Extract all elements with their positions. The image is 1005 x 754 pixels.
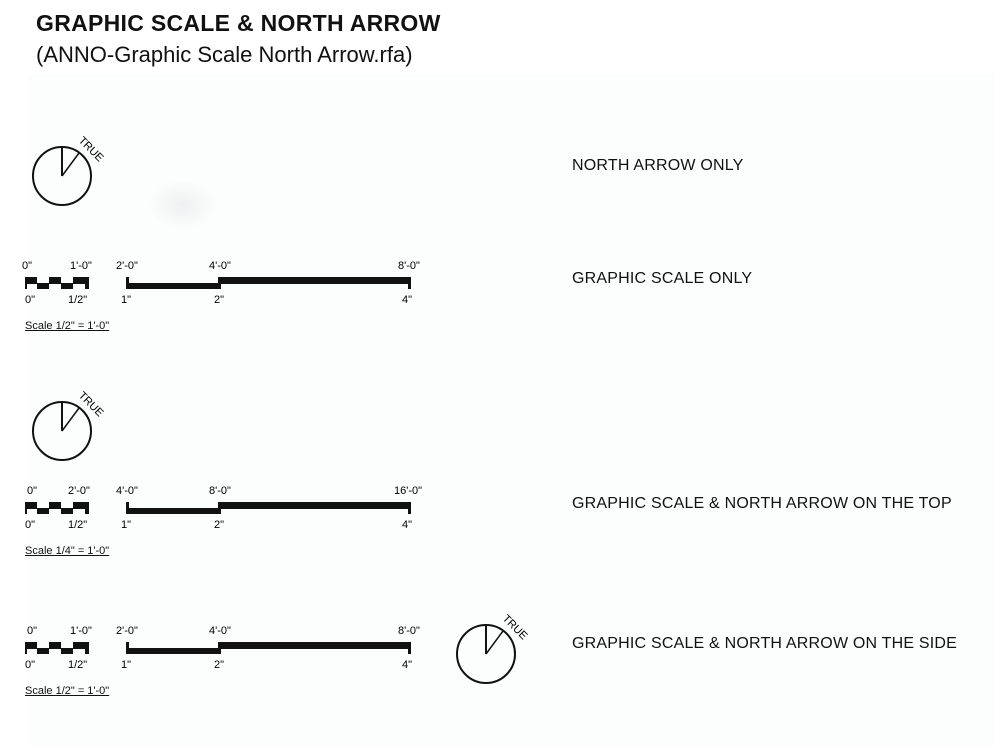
north-arrow-label: TRUE — [499, 612, 530, 643]
scale-top-label: 8'-0" — [209, 485, 231, 497]
graphic-scale-3 — [22, 620, 442, 680]
panel-label-scale-north-side: GRAPHIC SCALE & NORTH ARROW ON THE SIDE — [572, 635, 958, 652]
north-arrow-label: TRUE — [75, 389, 106, 420]
scale-top-label: 0" — [22, 260, 33, 272]
page-title: GRAPHIC SCALE & NORTH ARROW — [36, 10, 441, 36]
scale-top-label: 4'-0" — [209, 625, 231, 637]
scale-top-label: 1'-0" — [70, 625, 92, 637]
north-arrow-3 — [451, 609, 541, 699]
scale-bottom-label: 4" — [402, 659, 413, 671]
scale-bar — [25, 277, 411, 289]
scale-bottom-label: 1" — [121, 659, 132, 671]
scale-bottom-label: 0" — [25, 519, 36, 531]
scale-top-label: 1'-0" — [70, 260, 92, 272]
north-arrow-1 — [27, 131, 117, 221]
graphic-scale-1 — [22, 255, 442, 315]
scale-top-label: 0" — [27, 485, 38, 497]
scale-note: Scale 1/2" = 1'-0" — [25, 320, 110, 332]
scale-top-label: 4'-0" — [116, 485, 138, 497]
scale-bottom-label: 4" — [402, 294, 413, 306]
scale-top-label: 8'-0" — [398, 625, 420, 637]
graphic-scale-2 — [22, 480, 442, 540]
scale-bottom-label: 2" — [214, 519, 225, 531]
panel-label-north-only: NORTH ARROW ONLY — [572, 157, 744, 174]
scale-top-label: 2'-0" — [116, 260, 138, 272]
scale-top-label: 8'-0" — [398, 260, 420, 272]
north-arrow-label: TRUE — [75, 134, 106, 165]
scale-top-label: 0" — [27, 625, 38, 637]
scale-top-label: 4'-0" — [209, 260, 231, 272]
background-smudge — [148, 180, 218, 230]
scale-bottom-label: 0" — [25, 659, 36, 671]
scale-bottom-label: 1" — [121, 519, 132, 531]
scale-bottom-label: 1/2" — [68, 294, 88, 306]
scale-bottom-label: 2" — [214, 659, 225, 671]
panel-label-scale-north-top: GRAPHIC SCALE & NORTH ARROW ON THE TOP — [572, 495, 952, 512]
scale-bottom-label: 1" — [121, 294, 132, 306]
scale-bottom-label: 0" — [25, 294, 36, 306]
panel-label-scale-only: GRAPHIC SCALE ONLY — [572, 270, 753, 287]
scale-note: Scale 1/4" = 1'-0" — [25, 545, 110, 557]
scale-top-label: 2'-0" — [68, 485, 90, 497]
scale-top-label: 16'-0" — [394, 485, 423, 497]
scale-top-label: 2'-0" — [116, 625, 138, 637]
scale-note: Scale 1/2" = 1'-0" — [25, 685, 110, 697]
scale-bottom-label: 2" — [214, 294, 225, 306]
page-subtitle: (ANNO-Graphic Scale North Arrow.rfa) — [36, 42, 413, 67]
scale-bottom-label: 1/2" — [68, 659, 88, 671]
scale-bottom-label: 4" — [402, 519, 413, 531]
scale-bar — [25, 642, 411, 654]
scale-bar — [25, 502, 411, 514]
north-arrow-2 — [27, 386, 117, 476]
scale-bottom-label: 1/2" — [68, 519, 88, 531]
